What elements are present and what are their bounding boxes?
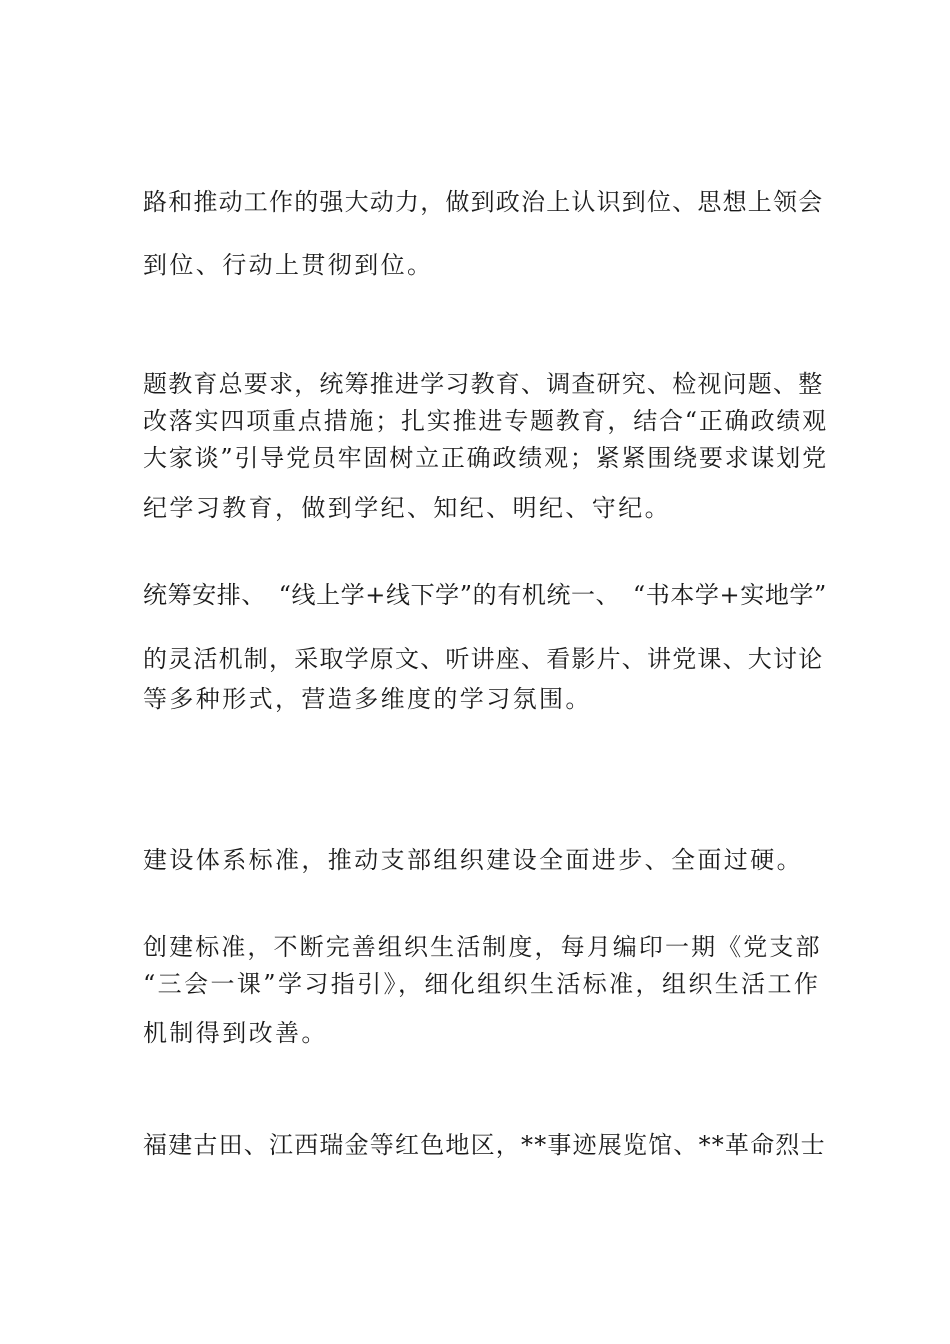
text-line: 到位、行动上贯彻到位。	[143, 251, 434, 279]
paragraph-start	[191, 541, 871, 575]
text-line: 创建标准，不断完善组织生活制度，每月编印一期《党支部	[143, 933, 822, 961]
text-line: 路和推动工作的强大动力，做到政治上认识到位、思想上领会	[143, 188, 824, 216]
paragraph-start	[191, 781, 871, 815]
text-line: 福建古田、江西瑞金等红色地区，**事迹展览馆、**革命烈士	[143, 1131, 826, 1159]
text-line: 纪学习教育，做到学纪、知纪、明纪、守纪。	[143, 494, 671, 522]
text-line: 改落实四项重点措施；扎实推进专题教育，结合“正确政绩观	[143, 407, 828, 435]
text-line: 的灵活机制，采取学原文、听讲座、看影片、讲党课、大讨论	[143, 645, 824, 673]
text-line: 统筹安排、 “线上学+线下学”的有机统一、 “书本学+实地学”	[143, 581, 827, 609]
paragraph-start	[191, 893, 871, 927]
paragraph-start	[191, 330, 871, 364]
paragraph-start	[191, 1066, 871, 1100]
text-line: 大家谈”引导党员牢固树立正确政绩观；紧紧围绕要求谋划党	[143, 444, 828, 472]
text-line: “三会一课”学习指引》，细化组织生活标准，组织生活工作	[143, 970, 821, 998]
text-line: 机制得到改善。	[143, 1019, 328, 1047]
section-heading	[191, 734, 871, 768]
text-line: 建设体系标准，推动支部组织建设全面进步、全面过硬。	[143, 846, 803, 874]
text-line: 题教育总要求，统筹推进学习教育、调查研究、检视问题、整	[143, 370, 824, 398]
text-line: 等多种形式，营造多维度的学习氛围。	[143, 685, 592, 713]
